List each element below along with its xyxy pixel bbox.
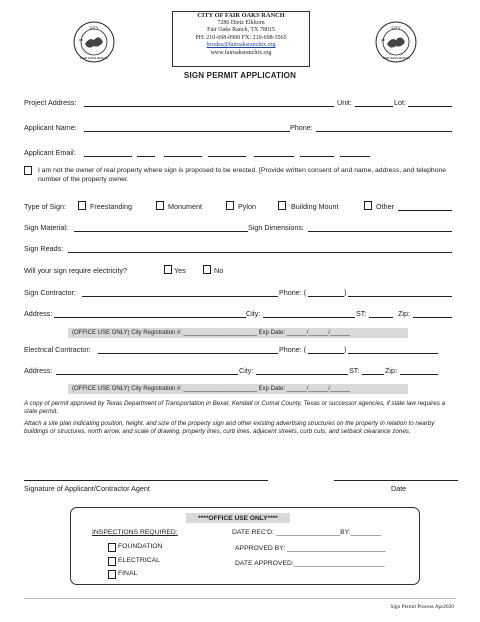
building-mount-label: Building Mount (291, 202, 339, 211)
approved-by-field[interactable]: APPROVED BY: __________________________ (235, 545, 386, 552)
building-mount-checkbox[interactable] (278, 201, 286, 210)
city-address-line2: Fair Oaks Ranch, TX 78015 (207, 27, 275, 34)
seal-text-top: CITY (391, 25, 401, 30)
contractor-address-field[interactable] (54, 317, 246, 318)
contractor-st-label: ST: (356, 309, 367, 318)
email-field-part7[interactable] (340, 156, 370, 157)
pylon-label: Pylon (238, 202, 256, 211)
contractor-phone-field[interactable] (348, 296, 452, 297)
electrical-address-label: Address: (24, 366, 53, 375)
city-email-link[interactable]: bcodes@fairoaksranchtx.org (206, 42, 276, 49)
not-owner-checkbox[interactable] (24, 166, 32, 175)
sign-dimensions-field[interactable] (308, 231, 452, 232)
office-use-heading: ****OFFICE USE ONLY**** (198, 514, 278, 522)
email-field-part5[interactable] (254, 156, 294, 157)
seal-text-top: CITY (89, 25, 99, 30)
applicant-email-label: Applicant Email: (24, 148, 76, 157)
contractor-zip-label: Zip: (398, 309, 410, 318)
sign-contractor-field[interactable] (82, 296, 278, 297)
sign-material-label: Sign Material: (24, 223, 68, 232)
office-registration-text: (OFFICE USE ONLY) City Registration #: ______________________ Exp Date: ______/______/______ (72, 329, 351, 336)
electrical-zip-field[interactable] (400, 374, 438, 375)
foundation-label: FOUNDATION (118, 543, 163, 550)
email-field-part6[interactable] (300, 156, 334, 157)
signature-line[interactable] (24, 480, 268, 481)
sign-reads-field[interactable] (68, 252, 452, 253)
electricity-yes-checkbox[interactable] (164, 265, 172, 274)
contractor-zip-field[interactable] (413, 317, 452, 318)
pylon-checkbox[interactable] (226, 201, 234, 210)
project-address-label: Project Address: (24, 98, 77, 107)
email-field-part4[interactable] (208, 156, 246, 157)
final-label: FINAL (118, 570, 138, 577)
electrical-contractor-label: Electrical Contractor: (24, 345, 91, 354)
freestanding-checkbox[interactable] (78, 201, 86, 210)
city-address-line1: 7286 Dietz Elkhorn (217, 19, 265, 26)
final-checkbox[interactable] (108, 570, 116, 579)
office-registration-bar (68, 328, 408, 338)
project-address-field[interactable] (84, 106, 334, 107)
monument-checkbox[interactable] (156, 201, 164, 210)
signature-label: Signature of Applicant/Contractor Agent (24, 484, 150, 493)
electrical-checkbox[interactable] (108, 557, 116, 566)
foundation-checkbox[interactable] (108, 543, 116, 552)
other-label: Other (376, 202, 394, 211)
city-seal-left-icon (72, 20, 116, 64)
sign-dimensions-label: Sign Dimensions: (248, 223, 304, 232)
sign-material-field[interactable] (74, 231, 248, 232)
unit-label: Unit: (337, 98, 352, 107)
electrical-st-field[interactable] (362, 374, 384, 375)
electrical-city-field[interactable] (256, 374, 348, 375)
no-label: No (214, 266, 224, 275)
date-line[interactable] (334, 480, 458, 481)
office-use-heading-bar (186, 513, 290, 523)
date-label: Date (391, 484, 407, 493)
city-website: www.fairoaksranchtx.org (210, 49, 272, 56)
applicant-name-label: Applicant Name: (24, 123, 77, 132)
footer-text: Sign Permit Process Apr2020 (390, 604, 454, 610)
contractor-phone-area-field[interactable] (308, 296, 344, 297)
other-checkbox[interactable] (364, 201, 372, 210)
freestanding-label: Freestanding (90, 202, 132, 211)
electrical-label: ELECTRICAL (118, 557, 160, 564)
electrical-city-label: City: (239, 366, 254, 375)
lot-field[interactable] (408, 106, 452, 107)
phone-label: Phone: (290, 123, 313, 132)
office-registration-bar-2 (68, 384, 408, 394)
seal-text-mid: OF (380, 38, 386, 42)
electricity-no-checkbox[interactable] (203, 265, 211, 274)
seal-text-bottom: FAIR OAKS RANCH (382, 56, 410, 60)
electrical-phone-paren: ) (344, 345, 347, 354)
electrical-contractor-field[interactable] (98, 353, 278, 354)
contractor-address-label: Address: (24, 309, 53, 318)
sign-reads-label: Sign Reads: (24, 244, 64, 253)
electrical-address-field[interactable] (56, 374, 238, 375)
electrical-phone-field[interactable] (348, 353, 438, 354)
contractor-phone-label: Phone: ( (279, 288, 307, 297)
electrical-phone-area-field[interactable] (308, 353, 344, 354)
applicant-name-field[interactable] (84, 131, 290, 132)
page-title: SIGN PERMIT APPLICATION (183, 71, 297, 80)
city-name: CITY OF FAIR OAKS RANCH (197, 12, 285, 19)
owner-note-text: I am not the owner of real property where sign is proposed to be erected. [Provide written consent of and name, address, and telephone number of the property owner. (38, 167, 447, 183)
lot-label: Lot: (394, 98, 406, 107)
date-approved-field[interactable]: DATE APPROVED:________________________ (235, 560, 385, 567)
yes-label: Yes (174, 266, 186, 275)
email-field-part2[interactable] (137, 156, 155, 157)
inspections-label: INSPECTIONS REQUIRED: (92, 529, 178, 536)
phone-field[interactable] (316, 131, 452, 132)
electrical-st-label: ST: (349, 366, 360, 375)
email-field-part3[interactable] (164, 156, 202, 157)
city-phones: PH: 210-698-0900 FX: 210-698-3565 (195, 34, 287, 41)
electrical-phone-label: Phone: ( (279, 345, 307, 354)
seal-text-mid: OF (78, 38, 84, 42)
city-header-box (172, 11, 310, 67)
email-field-part1[interactable] (84, 156, 132, 157)
city-seal-right-icon (374, 20, 418, 64)
seal-text-bottom: FAIR OAKS RANCH (80, 56, 108, 60)
other-field[interactable] (398, 210, 452, 211)
unit-field[interactable] (355, 106, 393, 107)
txdot-note: A copy of permit approved by Texas Department of Transportation in Bexar, Kendall or Comal County, Texas or successor agencies, if state law requires a state permit. (24, 400, 446, 415)
contractor-city-field[interactable] (263, 317, 355, 318)
sign-contractor-label: Sign Contractor: (24, 288, 76, 297)
monument-label: Monument (168, 202, 202, 211)
footer-divider (24, 598, 456, 599)
office-registration-text-2: (OFFICE USE ONLY) City Registration #: ______________________ Exp Date: ______/______/______ (72, 385, 351, 392)
electricity-question: Will your sign require electricity? (24, 266, 128, 275)
contractor-st-field[interactable] (369, 317, 393, 318)
contractor-phone-paren: ) (344, 288, 347, 297)
site-plan-note: Attach a site plan indicating position, height, and size of the property sign and other existing advertising structures on the property in relation to nearby buildings or structures, north arrow, and scale of drawing, property lines, curb lines, adjacent streets, curb cuts, and setback clearance zones. (24, 420, 435, 435)
date-received-field[interactable]: DATE REC'D: _________________BY:________ (232, 529, 381, 536)
electrical-zip-label: Zip: (385, 366, 397, 375)
type-of-sign-label: Type of Sign: (24, 202, 66, 211)
contractor-city-label: City: (246, 309, 261, 318)
